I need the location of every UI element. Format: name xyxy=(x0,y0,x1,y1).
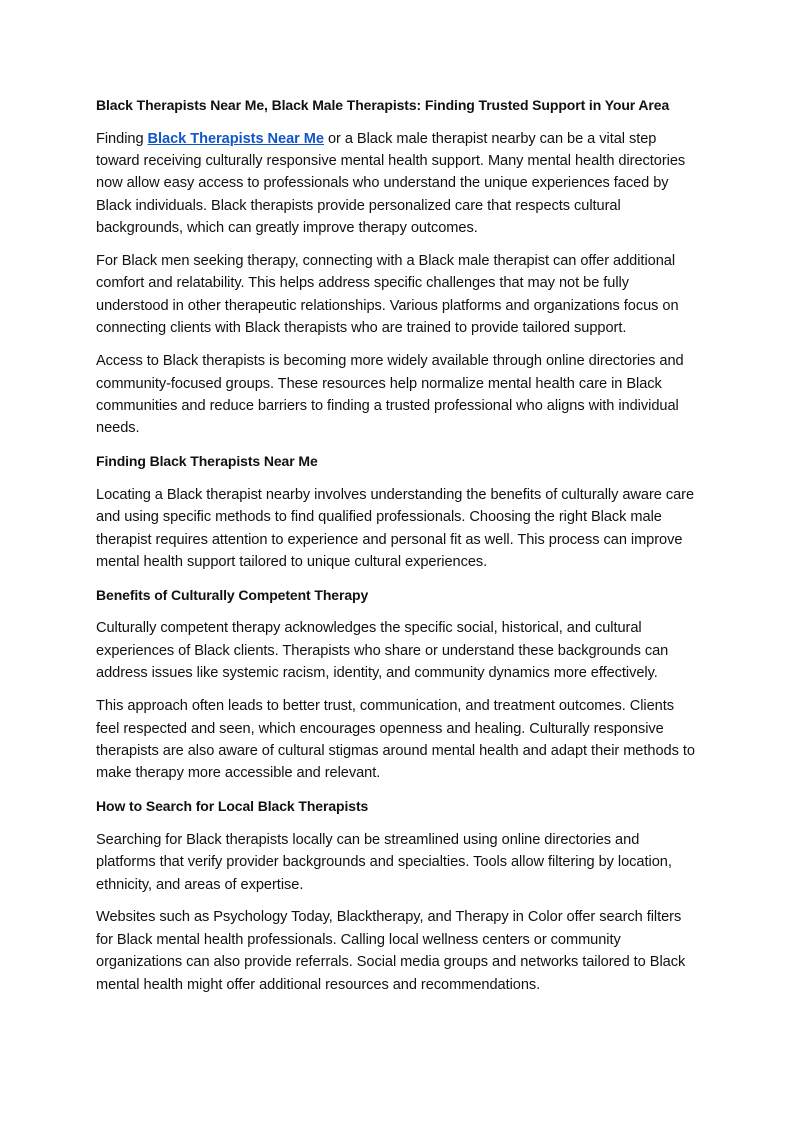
section-heading-finding: Finding Black Therapists Near Me xyxy=(96,453,318,470)
document-title: Black Therapists Near Me, Black Male Therapists: Finding Trusted Support in Your Area xyxy=(96,97,670,113)
paragraph-locating: Locating a Black therapist nearby involves understanding the benefits of culturally aware care and using specific methods to find qualified professionals. Choosing the right Black male therapist requires attention to experience and personal fit as well. This process can improve mental health support tailored to unique cultural experiences. xyxy=(96,486,695,570)
section-heading-benefits: Benefits of Culturally Competent Therapy xyxy=(96,586,369,603)
intro-prefix: Finding xyxy=(96,130,148,147)
paragraph-culturally-competent: Culturally competent therapy acknowledges the specific social, historical, and cultural experiences of Black clients. Therapists who share or understand these backgrounds can address issues like systemic racism, identity, and community dynamics more effectively. xyxy=(96,620,669,682)
section-heading-search: How to Search for Local Black Therapists xyxy=(96,798,369,815)
paragraph-approach: This approach often leads to better trust, communication, and treatment outcomes. Clients feel respected and seen, which encourages openness and healing. Culturally responsive therapists are also aware of cultural stigmas around mental health and adapt their methods to make therapy more accessible and relevant. xyxy=(96,698,695,782)
paragraph-searching: Searching for Black therapists locally can be streamlined using online directories and platforms that verify provider backgrounds and specialties. Tools allow filtering by location, ethnicity, and areas of expertise. xyxy=(96,831,672,893)
paragraph-websites: Websites such as Psychology Today, Blacktherapy, and Therapy in Color offer search filters for Black mental health professionals. Calling local wellness centers or community organizations can also provide referrals. Social media groups and networks tailored to Black mental health might offer additional resources and recommendations. xyxy=(96,909,686,993)
document-page xyxy=(96,94,700,1007)
intro-paragraph xyxy=(96,128,700,240)
paragraph-access: Access to Black therapists is becoming more widely available through online directories and community-focused groups. These resources help normalize mental health care in Black communities and reduce barriers to finding a trusted professional who aligns with individual needs. xyxy=(96,353,684,437)
paragraph-black-men: For Black men seeking therapy, connecting with a Black male therapist can offer additional comfort and relatability. This helps address specific challenges that may not be fully understood in other therapeutic relationships. Various platforms and organizations focus on connecting clients with Black therapists who are trained to provide tailored support. xyxy=(96,253,679,337)
black-therapists-link[interactable]: Black Therapists Near Me xyxy=(147,130,324,147)
intro-suffix: or a Black male therapist nearby can be a vital step toward receiving culturally responsive mental health support. Many mental health directories now allow easy access to professionals who understand the unique experiences faced by Black individuals. Black therapists provide personalized care that respects cultural backgrounds, which can greatly improve therapy outcomes. xyxy=(96,130,686,237)
